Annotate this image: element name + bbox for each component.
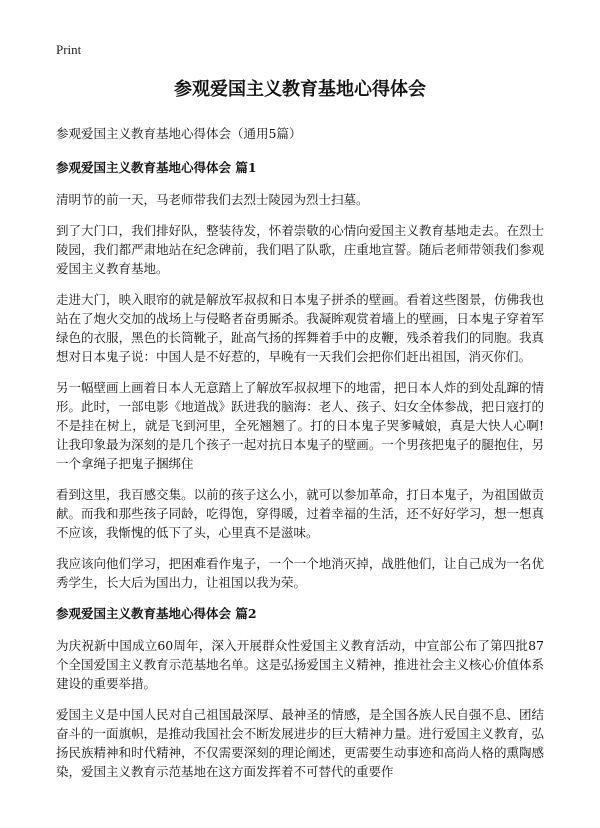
section-2	[56, 604, 544, 781]
paragraph: 看到这里，我百感交集。以前的孩子这么小，就可以参加革命，打日本鬼子，为祖国做贡献。而我和那些孩子同龄，吃得饱，穿得暖，过着幸福的生活，还不好好学习，想一想真不应该，我惭愧的低下了头，心里真不是滋味。	[56, 487, 544, 540]
document-subtitle: 参观爱国主义教育基地心得体会（通用5篇）	[56, 126, 302, 141]
section-heading: 参观爱国主义教育基地心得体会 篇1	[56, 160, 257, 175]
section-heading: 参观爱国主义教育基地心得体会 篇2	[56, 606, 257, 621]
paragraph: 到了大门口，我们排好队，整装待发，怀着崇敬的心情向爱国主义教育基地走去。在烈士陵园，我们都严肃地站在纪念碑前，我们唱了队歌，庄重地宣誓。随后老师带领我们参观爱国主义教育基地。	[56, 223, 544, 276]
paragraph: 走进大门，映入眼帘的就是解放军叔叔和日本鬼子拼杀的壁画。看着这些图景，仿佛我也站在了炮火交加的战场上与侵略者奋勇厮杀。我凝眸观赏着墙上的壁画，日本鬼子穿着军绿色的衣服，黑色的长筒靴子，趾高气扬的挥舞着手中的皮鞭，残杀着我们的同胞。我真想对日本鬼子说：中国人是不好惹的，早晚有一天我们会把你们赶出祖国，消灭你们。	[56, 292, 544, 364]
paragraph: 另一幅壁画上画着日本人无意踏上了解放军叔叔埋下的地雷，把日本人炸的到处乱蹿的情形。此时，一部电影《地道战》跃进我的脑海：老人、孩子、妇女全体参战，把日寇打的不是挂在树上，就是飞到河里，全死翘翘了。打的日本鬼子哭爹喊娘，真是大快人心啊!让我印象最为深刻的是几个孩子一起对抗日本鬼子的壁画。一个男孩把鬼子的腿抱住，另一个拿绳子把鬼子捆绑住	[56, 380, 544, 471]
paragraph: 清明节的前一天，马老师带我们去烈士陵园为烈士扫墓。	[56, 192, 369, 207]
print-link[interactable]: Print	[56, 42, 82, 57]
paragraph: 我应该向他们学习，把困难看作鬼子，一个一个地消灭掉，战胜他们，让自己成为一名优秀学生，长大后为国出力，让祖国以我为荣。	[56, 556, 544, 590]
document-title: 参观爱国主义教育基地心得体会	[174, 79, 426, 100]
paragraph: 为庆祝新中国成立60周年，深入开展群众性爱国主义教育活动，中宣部公布了第四批87个全国爱国主义教育示范基地名单。这是弘扬爱国主义精神，推进社会主义核心价值体系建设的重要举措。	[56, 638, 544, 691]
paragraph: 爱国主义是中国人民对自己祖国最深厚、最神圣的情感，是全国各族人民自强不息、团结奋斗的一面旗帜，是推动我国社会不断发展进步的巨大精神力量。进行爱国主义教育，弘扬民族精神和时代精神，不仅需要深刻的理论阐述，更需要生动事迹和高尚人格的熏陶感染，爱国主义教育示范基地在这方面发挥着不可替代的重要作	[56, 707, 544, 779]
section-1	[56, 158, 544, 592]
